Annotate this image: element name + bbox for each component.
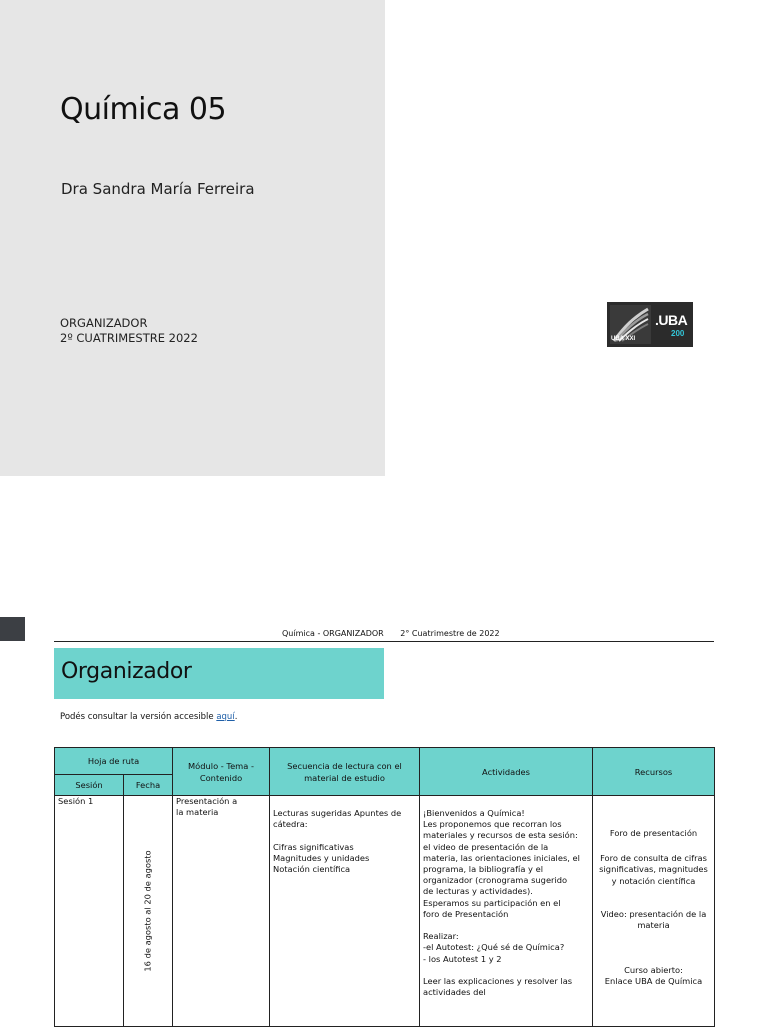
resource-item[interactable]: Foro de presentación [609, 828, 698, 838]
header-recursos: Recursos [593, 748, 715, 796]
header-term: 2° Cuatrimestre de 2022 [400, 629, 500, 638]
cell-recursos [593, 796, 715, 1027]
date-range: 16 de agosto al 20 de agosto [142, 850, 153, 972]
header-secuencia: Secuencia de lectura con el material de estudio [270, 748, 420, 796]
resource-item[interactable]: Video: presentación de la materia [600, 908, 707, 931]
cover-label-term: 2º CUATRIMESTRE 2022 [60, 331, 198, 345]
cell-modulo: Presentación a la materia [173, 796, 270, 1027]
cover-panel [0, 0, 385, 476]
header-modulo: Módulo - Tema - Contenido [173, 748, 270, 796]
cell-actividades: ¡Bienvenidos a Química! Les proponemos que recorran los materiales y recursos de esta sesión: el video de presentación de la materia, las orientaciones iniciales, el programa, la bibliografía y el organizador (cronograma sugerido de lecturas y actividades). Esperamos su participación en el foro de Presentación Realizar: -el Autotest: ¿Qué sé de Química? - los Autotest 1 y 2 Leer las explicaciones y resolver las actividades del [420, 796, 593, 1027]
header-actividades: Actividades [420, 748, 593, 796]
header-course: Química - ORGANIZADOR [282, 629, 384, 638]
author-name: Dra Sandra María Ferreira [61, 180, 255, 198]
note-text: Podés consultar la versión accesible [60, 712, 214, 722]
accessible-version-note [60, 712, 237, 722]
cell-fecha [124, 796, 173, 1027]
uba-logo-sub: UBA XXI [611, 336, 636, 342]
document-title: Química 05 [60, 92, 227, 127]
running-header [282, 629, 500, 638]
uba-200-logo [607, 302, 693, 347]
uba-logo-text: .UBA [655, 312, 688, 328]
header-sesion: Sesión [55, 775, 124, 796]
uba-logo-number: 200 [671, 329, 685, 338]
cover-label-organizer: ORGANIZADOR [60, 316, 148, 330]
organizer-table [54, 747, 715, 1027]
section-title: Organizador [61, 659, 192, 684]
side-tab-marker [0, 617, 25, 641]
resource-item[interactable]: Foro de consulta de cifras significativas, magnitudes y notación científica [599, 853, 708, 886]
table-row [55, 796, 715, 1027]
header-hoja-de-ruta: Hoja de ruta [55, 748, 173, 775]
header-fecha: Fecha [124, 775, 173, 796]
cell-sesion: Sesión 1 [55, 796, 124, 1027]
cover-subtitle [60, 316, 198, 346]
header-divider [54, 641, 714, 642]
cell-secuencia: Lecturas sugeridas Apuntes de cátedra: Cifras significativas Magnitudes y unidades Notación científica [270, 796, 420, 1027]
section-banner [54, 648, 384, 699]
resource-item[interactable]: Curso abierto: Enlace UBA de Química [604, 965, 703, 987]
accessible-version-link[interactable]: aquí [216, 712, 235, 722]
note-end: . [234, 712, 238, 722]
